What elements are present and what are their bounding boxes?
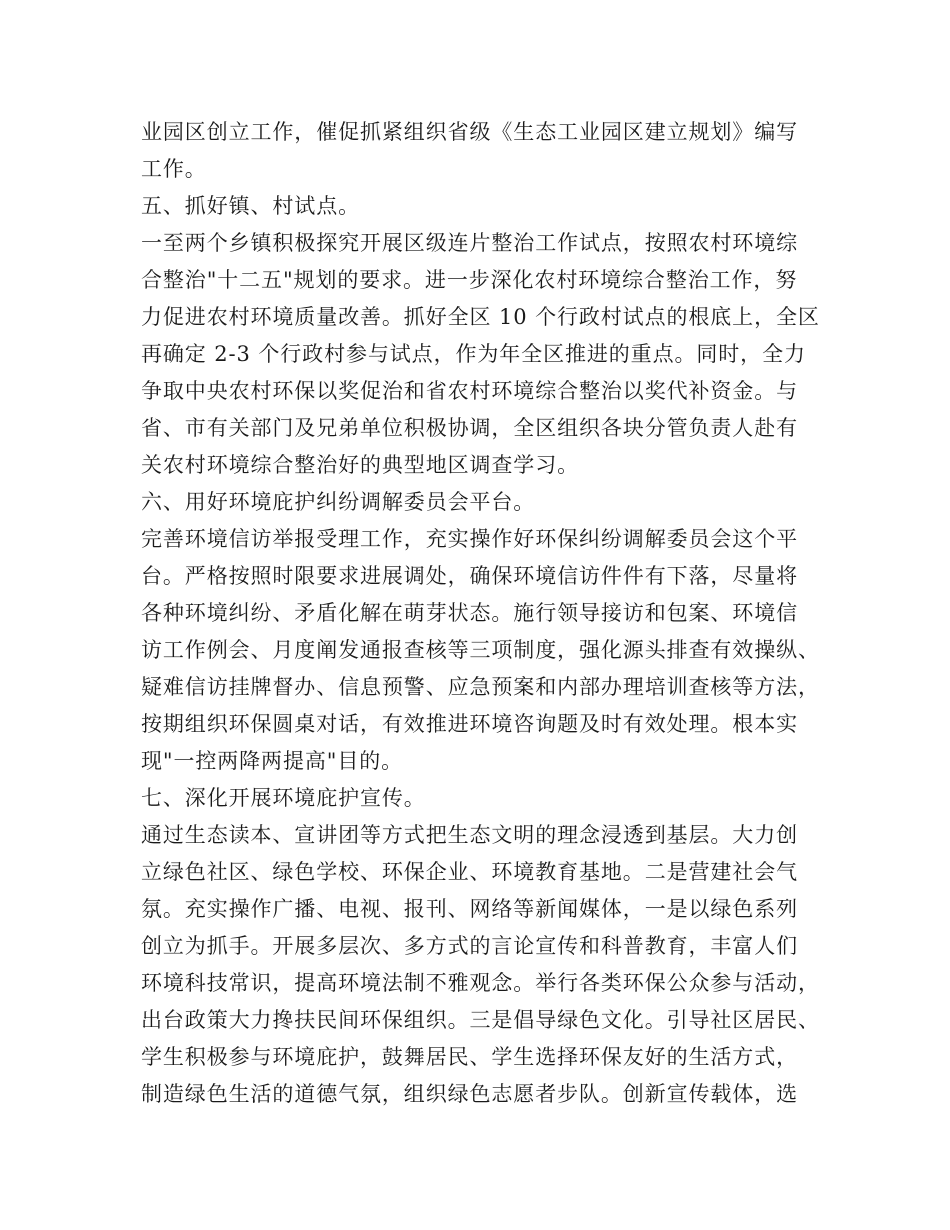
text-line: 出台政策大力搀扶民间环保组织。三是倡导绿色文化。引导社区居民、: [141, 1008, 820, 1032]
text-line: 省、市有关部门及兄弟单位积极协调，全区组织各块分管负责人赴有: [141, 416, 798, 440]
text-line: 工作。: [141, 157, 207, 181]
text-line: 按期组织环保圆桌对话，有效推进环境咨询题及时有效处理。根本实: [141, 712, 798, 736]
text-line: 力促进农村环境质量改善。抓好全区 10 个行政村试点的根底上，全区: [141, 305, 820, 329]
text-line: 制造绿色生活的道德气氛，组织绿色志愿者步队。创新宣传载体，选: [141, 1082, 798, 1106]
text-line: 合整治"十二五"规划的要求。进一步深化农村环境综合整治工作，努: [141, 268, 798, 292]
text-line: 环境科技常识，提高环境法制不雅观念。举行各类环保公众参与活动，: [141, 971, 820, 995]
document-body: [141, 114, 820, 1113]
text-line: 学生积极参与环境庇护，鼓舞居民、学生选择环保友好的生活方式，: [141, 1045, 798, 1069]
text-line: 通过生态读本、宣讲团等方式把生态文明的理念浸透到基层。大力创: [141, 823, 798, 847]
text-line: 业园区创立工作，催促抓紧组织省级《生态工业园区建立规划》编写: [141, 120, 798, 144]
text-line: 关农村环境综合整治好的典型地区调查学习。: [141, 453, 579, 477]
text-line: 访工作例会、月度阐发通报查核等三项制度，强化源头排查有效操纵、: [141, 638, 820, 662]
text-line: 各种环境纠纷、矛盾化解在萌芽状态。施行领导接访和包案、环境信: [141, 601, 798, 625]
section-heading: 七、深化开展环境庇护宣传。: [141, 786, 426, 810]
text-line: 疑难信访挂牌督办、信息预警、应急预案和内部办理培训查核等方法，: [141, 675, 820, 699]
text-line: 创立为抓手。开展多层次、多方式的言论宣传和科普教育，丰富人们: [141, 934, 798, 958]
text-line: 台。严格按照时限要求进展调处，确保环境信访件件有下落，尽量将: [141, 564, 798, 588]
text-line: 现"一控两降两提高"目的。: [141, 749, 404, 773]
text-line: 争取中央农村环保以奖促治和省农村环境综合整治以奖代补资金。与: [141, 379, 798, 403]
text-line: 完善环境信访举报受理工作，充实操作好环保纠纷调解委员会这个平: [141, 527, 798, 551]
text-line: 再确定 2-3 个行政村参与试点，作为年全区推进的重点。同时，全力: [141, 342, 806, 366]
section-heading: 六、用好环境庇护纠纷调解委员会平台。: [141, 490, 536, 514]
section-heading: 五、抓好镇、村试点。: [141, 194, 360, 218]
text-line: 氛。充实操作广播、电视、报刊、网络等新闻媒体，一是以绿色系列: [141, 897, 798, 921]
text-line: 一至两个乡镇积极探究开展区级连片整治工作试点，按照农村环境综: [141, 231, 798, 255]
text-line: 立绿色社区、绿色学校、环保企业、环境教育基地。二是营建社会气: [141, 860, 798, 884]
